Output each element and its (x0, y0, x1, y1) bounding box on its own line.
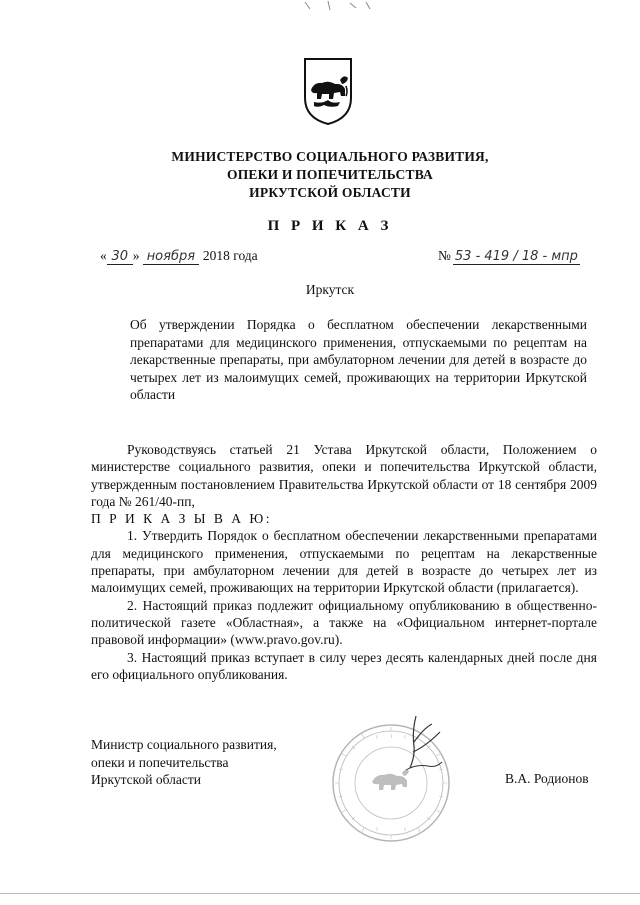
item-3: 3. Настоящий приказ вступает в силу через десять календарных дней после дня его официального опубликования. (91, 649, 597, 682)
order-date (100, 248, 258, 265)
number-value: 53 - 419 / 18 - мпр (454, 249, 578, 264)
signer-title-line: Иркутской области (91, 772, 202, 787)
ministry-header (120, 148, 540, 202)
ministry-line: ОПЕКИ И ПОПЕЧИТЕЛЬСТВА (227, 167, 433, 182)
date-day: 30 (107, 249, 133, 265)
order-title: П Р И К А З (267, 218, 393, 234)
item-2: 2. Настоящий приказ подлежит официальному опубликованию в общественно-политической газете «Областная», а также на «Официальном интернет-портале правовой информации» (www.pravo.gov.ru). (91, 597, 597, 648)
date-year: 2018 года (202, 248, 258, 263)
signer-title-line: опеки и попечительства (91, 754, 229, 770)
ministry-line: ИРКУТСКОЙ ОБЛАСТИ (249, 185, 411, 200)
irkutsk-coat-of-arms-icon (302, 56, 354, 126)
item-1: 1. Утвердить Порядок о бесплатном обеспечении лекарственными препаратами для медицинского применения, отпускаемыми по рецептам на лекарственные препараты, при амбулаторном лечении для детей в возрасте до четырех лет из малоимущих семей, проживающих на территории Иркутской области (прилагается). (91, 528, 597, 596)
number-prefix: № (438, 248, 451, 263)
date-open-quote: « (100, 248, 107, 263)
city: Иркутск (305, 282, 355, 297)
handwritten-signature-icon (396, 712, 456, 782)
signer-title (91, 736, 277, 789)
subject-text: Об утверждении Порядка о бесплатном обеспечении лекарственными препаратами для медицинского применения, отпускаемыми по рецептам на лекарственные препараты, при амбулаторном лечении для детей в возрасте до четырех лет из малоимущих семей, проживающих на территории Иркутской области (130, 317, 587, 402)
order-body (91, 441, 597, 683)
preamble: Руководствуясь статьей 21 Устава Иркутской области, Положением о министерстве социального развития, опеки и попечительства Иркутской области, утвержденным постановлением Правительства Иркутской области от 18 сентября 2009 года № 261/40-пп, (91, 442, 597, 509)
scan-edge-line (0, 893, 640, 894)
order-number (438, 248, 580, 265)
prikazyvayu: П Р И К А З Ы В А Ю: (91, 511, 273, 527)
date-close-quote: » (132, 248, 140, 263)
date-month: ноября (143, 249, 199, 265)
signer-name: В.А. Родионов (505, 771, 589, 786)
signer-title-line: Министр социального развития, (91, 737, 277, 752)
ministry-line: МИНИСТЕРСТВО СОЦИАЛЬНОГО РАЗВИТИЯ, (171, 149, 489, 164)
top-scan-marks (300, 0, 380, 12)
order-subject (130, 316, 587, 404)
